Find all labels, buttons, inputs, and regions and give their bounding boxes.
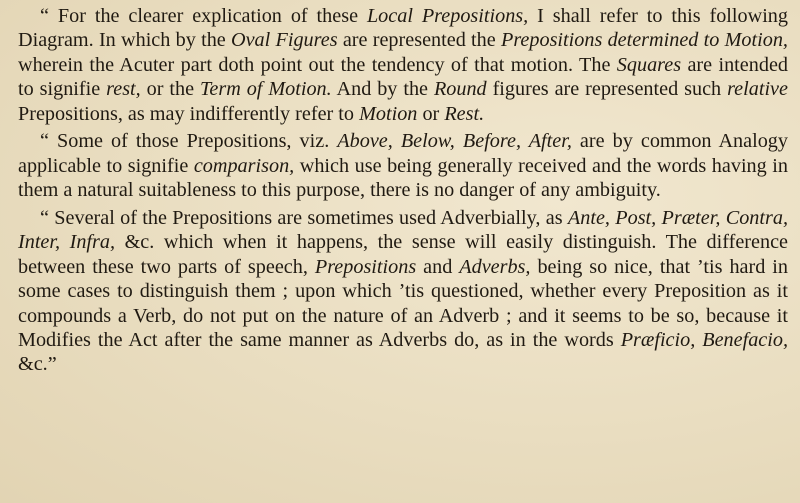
paragraph-comparison [18,129,788,202]
text-run: wherein the Acuter part doth point out the tendency of that motion. The [18,53,617,76]
italic-text-run: Oval Figures [231,29,338,52]
italic-text-run: Local Prepositions, [366,5,529,27]
text-run: Prepositions, as may indifferently refer to [18,102,360,125]
text-run: which use being generally received and the words having in them a natural suitableness to this purpose, there is no danger of any ambiguity. [18,154,788,202]
italic-text-run: Above, Below, Before, After, [337,130,572,153]
italic-text-run: Prepositions determined to Motion, [500,29,788,52]
paragraph-local-prepositions [18,4,788,126]
italic-text-run: comparison, [193,154,295,177]
text-run: or [417,102,445,125]
text-run: figures are represented such [486,78,728,101]
text-run: and [416,255,460,278]
italic-text-run: Squares [616,53,682,76]
italic-text-run: rest, [106,78,141,101]
body-text [18,4,788,377]
italic-text-run: Round [433,78,487,101]
text-run: &c. which when it happens, the sense will easily distinguish. The difference between these two parts of speech, [18,231,788,278]
italic-text-run: Rest. [444,102,485,125]
text-run: “ For the clearer explication of these [40,5,367,27]
paragraph-adverbial-use [18,206,788,377]
text-run: are by common Analogy applicable to signifie [18,130,788,177]
italic-text-run: relative [727,78,788,101]
italic-text-run: Ante, Post, Præter, Contra, Inter, Infra, [18,207,789,254]
text-run: or the [140,78,200,101]
text-run: “ Some of those Prepositions, viz. [40,130,338,153]
text-run: And by the [331,78,434,101]
text-run: “ Several of the Prepositions are sometimes used Adverbially, as [40,207,568,230]
italic-text-run: Motion [359,102,418,125]
italic-text-run: Term of Motion. [200,78,332,101]
text-run: are intended to signifie [18,53,788,101]
text-run: being so nice, that ’tis hard in some cases to distinguish them ; upon which ’tis questioned, whether every Preposition as it compounds a Verb, do not put on the nature of an Adverb ; and it seems to be so, because it Modifies the Act after the same manner as Adverbs do, as in the words [18,255,788,352]
italic-text-run: Præficio, Benefacio, [620,329,788,352]
italic-text-run: Prepositions [314,255,417,278]
text-run: &c.” [18,353,57,376]
text-run: are represented the [337,29,501,52]
text-run: I shall refer to this following Diagram. In which by the [18,5,788,52]
italic-text-run: Adverbs, [459,255,531,278]
